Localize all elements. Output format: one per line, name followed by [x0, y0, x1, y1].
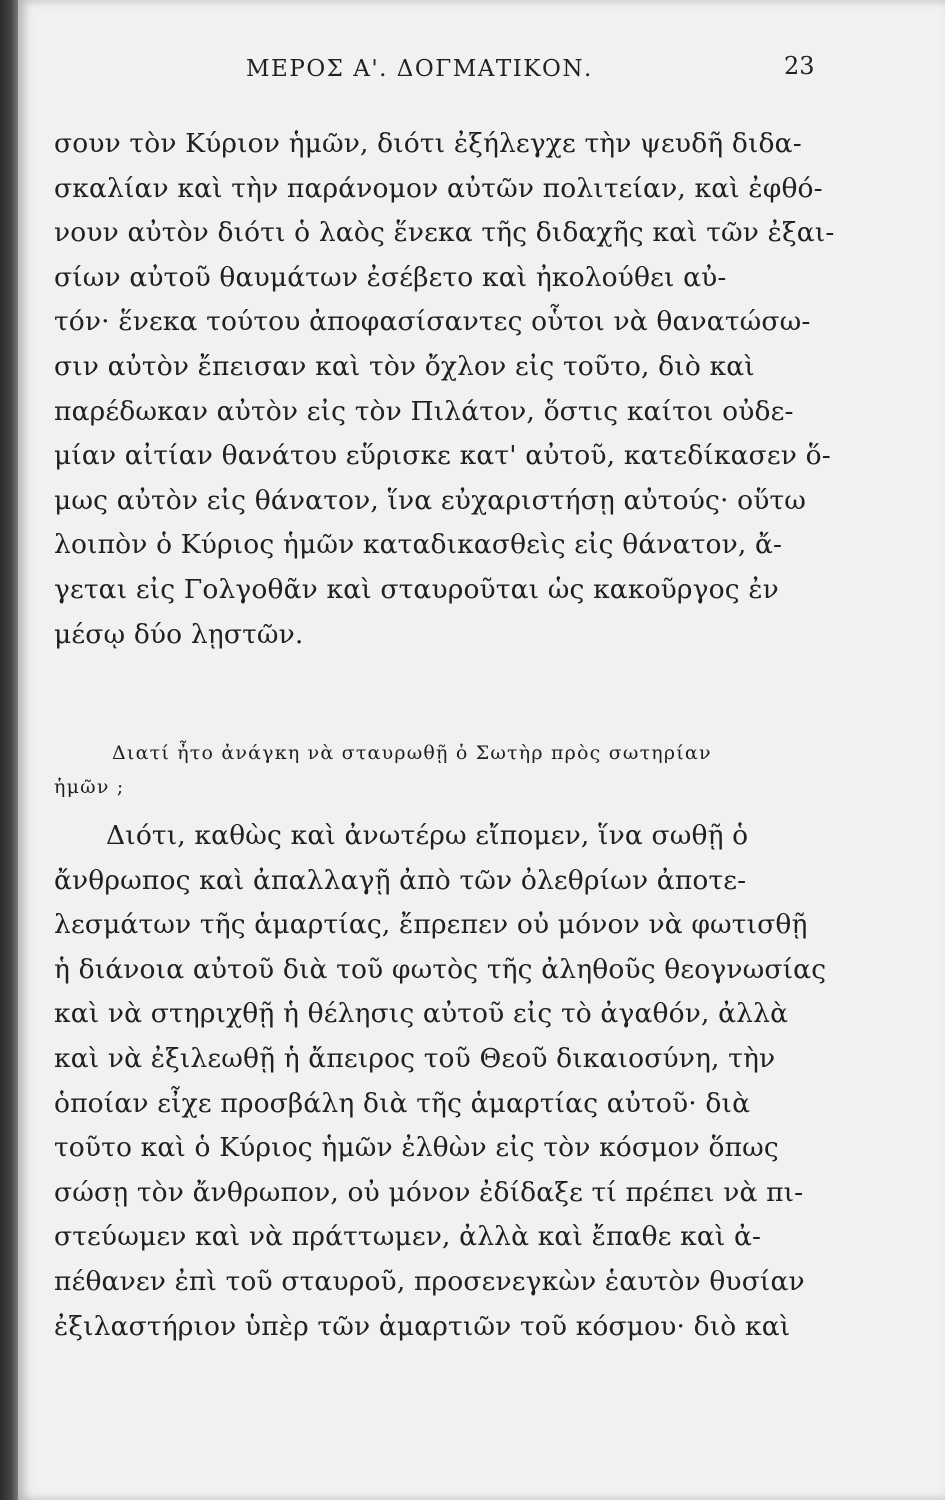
- question-line: Διατί ἦτο ἀνάγκη νὰ σταυρωθῇ ὁ Σωτὴρ πρὸς σωτηρίαν: [112, 742, 712, 764]
- text-line: νουν αὐτὸν διότι ὁ λαὸς ἕνεκα τῆς διδαχῆς καὶ τῶν ἐξαι-: [54, 217, 835, 249]
- running-head: ΜΕΡΟΣ Α'. ΔΟΓΜΑΤΙΚΟΝ.: [246, 56, 593, 82]
- text-line: τοῦτο καὶ ὁ Κύριος ἡμῶν ἐλθὼν εἰς τὸν κόσμον ὅπως: [54, 1132, 779, 1164]
- page-number: 23: [784, 52, 815, 80]
- text-line: παρέδωκαν αὐτὸν εἰς τὸν Πιλάτον, ὅστις καίτοι οὐδε-: [54, 395, 794, 427]
- text-line: ὁποίαν εἶχε προσβάλη διὰ τῆς ἁμαρτίας αὐτοῦ· διὰ: [54, 1087, 751, 1119]
- text-line: μως αὐτὸν εἰς θάνατον, ἵνα εὐχαριστήσῃ αὐτούς· οὕτω: [54, 484, 807, 516]
- paragraph-2: [54, 814, 827, 1349]
- text-line: μίαν αἰτίαν θανάτου εὕρισκε κατ' αὐτοῦ, κατεδίκασεν ὅ-: [54, 440, 831, 472]
- text-line: σώσῃ τὸν ἄνθρωπον, οὐ μόνον ἐδίδαξε τί πρέπει νὰ πι-: [54, 1176, 804, 1208]
- text-line: καὶ νὰ στηριχθῇ ἡ θέλησις αὐτοῦ εἰς τὸ ἀγαθόν, ἀλλὰ: [54, 998, 789, 1030]
- page-gutter: [0, 0, 18, 1500]
- paragraph-1: [54, 122, 835, 657]
- text-line: ἄνθρωπος καὶ ἀπαλλαγῇ ἀπὸ τῶν ὀλεθρίων ἀποτε-: [54, 864, 747, 896]
- text-line: καὶ νὰ ἐξιλεωθῇ ἡ ἄπειρος τοῦ Θεοῦ δικαιοσύνη, τὴν: [54, 1042, 776, 1074]
- text-line: λοιπὸν ὁ Κύριος ἡμῶν καταδικασθεὶς εἰς θάνατον, ἄ-: [54, 529, 783, 561]
- text-line: ἡ διάνοια αὐτοῦ διὰ τοῦ φωτὸς τῆς ἀληθοῦς θεογνωσίας: [54, 953, 827, 985]
- page-header: [18, 52, 945, 92]
- text-line: πέθανεν ἐπὶ τοῦ σταυροῦ, προσενεγκὼν ἑαυτὸν θυσίαν: [54, 1265, 805, 1297]
- text-line: σουν τὸν Κύριον ἡμῶν, διότι ἐξήλεγχε τὴν ψευδῆ διδα-: [54, 128, 802, 159]
- text-line: γεται εἰς Γολγοθᾶν καὶ σταυροῦται ὡς κακοῦργος ἐν: [54, 573, 779, 605]
- text-line: σιν αὐτὸν ἔπεισαν καὶ τὸν ὄχλον εἰς τοῦτο, διὸ καὶ: [54, 350, 755, 382]
- text-line: λεσμάτων τῆς ἁμαρτίας, ἔπρεπεν οὐ μόνον νὰ φωτισθῇ: [54, 909, 808, 941]
- text-line: στεύωμεν καὶ νὰ πράττωμεν, ἀλλὰ καὶ ἔπαθε καὶ ἀ-: [54, 1221, 762, 1253]
- text-line: ἐξιλαστήριον ὑπὲρ τῶν ἁμαρτιῶν τοῦ κόσμου· διὸ καὶ: [54, 1310, 791, 1342]
- book-page: [18, 0, 945, 1500]
- question-line: ἡμῶν ;: [54, 776, 125, 798]
- text-line: σκαλίαν καὶ τὴν παράνομον αὐτῶν πολιτείαν, καὶ ἐφθό-: [54, 172, 823, 204]
- catechism-question: [54, 736, 820, 804]
- text-line: Διότι, καθὼς καὶ ἀνωτέρω εἴπομεν, ἵνα σωθῇ ὁ: [106, 820, 749, 851]
- text-line: σίων αὐτοῦ θαυμάτων ἐσέβετο καὶ ἠκολούθει αὐ-: [54, 261, 727, 293]
- text-line: τόν· ἕνεκα τούτου ἀποφασίσαντες οὗτοι νὰ θανατώσω-: [54, 306, 811, 338]
- text-line: μέσῳ δύο λῃστῶν.: [54, 618, 304, 650]
